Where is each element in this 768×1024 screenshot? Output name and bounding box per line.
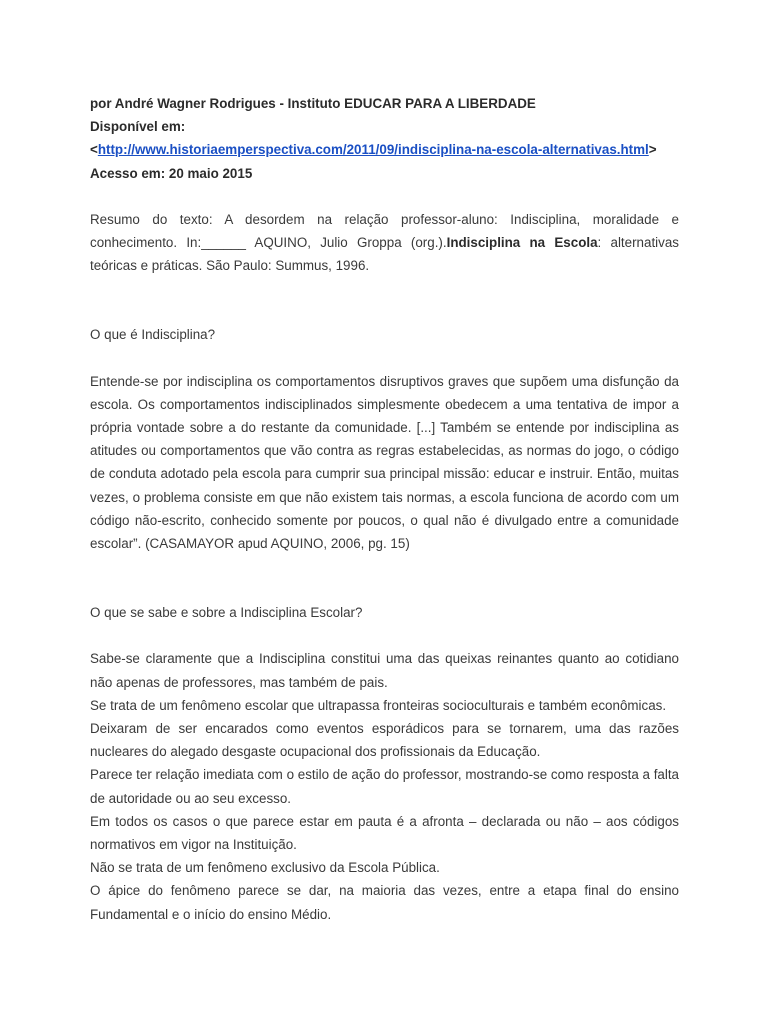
document-page (90, 92, 679, 926)
summary-paragraph (90, 208, 679, 278)
section2-item: Em todos os casos o que parece estar em pauta é a afronta – declarada ou não – aos códigos normativos em vigor na Instituição. (90, 813, 679, 853)
source-url-line (90, 138, 679, 161)
access-date: Acesso em: 20 maio 2015 (90, 165, 253, 181)
section2-item: Deixaram de ser encarados como eventos esporádicos para se tornarem, uma das razões nucleares do alegado desgaste ocupacional dos profissionais da Educação. (90, 721, 679, 760)
section2-heading: O que se sabe e sobre a Indisciplina Escolar? (90, 605, 363, 621)
author-line: por André Wagner Rodrigues - Instituto EDUCAR PARA A LIBERDADE (90, 96, 536, 111)
summary-book-title: Indisciplina na Escola (446, 235, 598, 251)
source-url-link[interactable]: http://www.historiaemperspectiva.com/2011/09/indisciplina-na-escola-alternativas.html (97, 142, 649, 158)
url-close-bracket: > (648, 142, 657, 158)
summary-text-before: Resumo do texto: A desordem na relação professor-aluno: Indisciplina, moralidade e conhecimento. In:______ AQUINO, Julio Groppa (org.). (90, 211, 679, 251)
section2-item: O ápice do fenômeno parece se dar, na maioria das vezes, entre a etapa final do ensino Fundamental e o início do ensino Médio. (90, 883, 679, 922)
section2-list (90, 647, 679, 925)
section2-item: Se trata de um fenômeno escolar que ultrapassa fronteiras socioculturais e também econômicas. (90, 697, 667, 713)
section2-item: Parece ter relação imediata com o estilo de ação do professor, mostrando-se como resposta a falta de autoridade ou ao seu excesso. (90, 767, 679, 806)
available-label: Disponível em: (90, 119, 186, 135)
summary-text-after: : alternativas teóricas e práticas. São Paulo: Summus, 1996. (90, 235, 679, 274)
section2-item: Não se trata de um fenômeno exclusivo da Escola Pública. (90, 860, 440, 876)
section1-heading: O que é Indisciplina? (90, 327, 216, 343)
url-open-bracket: < (90, 142, 98, 158)
section2-item: Sabe-se claramente que a Indisciplina constitui uma das queixas reinantes quanto ao cotidiano não apenas de professores, mas também de pais. (90, 651, 679, 690)
section1-paragraph: Entende-se por indisciplina os comportamentos disruptivos graves que supõem uma disfunção da escola. Os comportamentos indisciplinados simplesmente obedecem a uma tentativa de impor a própria vontade sobre a do restante da comunidade. [...] Também se entende por indisciplina as atitudes ou comportamentos que vão contra as regras estabelecidas, as normas do jogo, o código de conduta adotado pela escola para cumprir sua principal missão: educar e instruir. Então, muitas vezes, o problema consiste em que não existem tais normas, a escola funciona de acordo com um código não-escrito, conhecido somente por poucos, o qual não é divulgado entre a comunidade escolar”. (CASAMAYOR apud AQUINO, 2006, pg. 15) (90, 373, 679, 552)
